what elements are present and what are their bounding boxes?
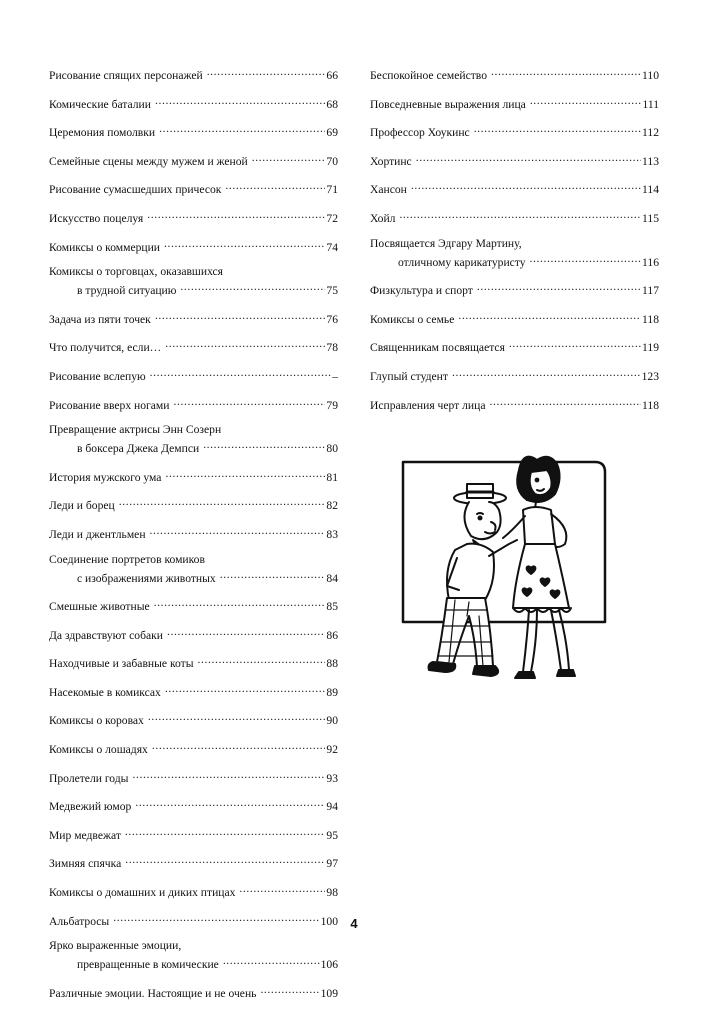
toc-entry	[49, 422, 338, 456]
toc-entry-page: 109	[320, 986, 338, 1000]
toc-entry-title: Мир медвежат	[49, 828, 121, 842]
toc-entry-page: 100	[320, 914, 338, 928]
toc-entry	[370, 394, 659, 413]
toc-entry-title: Комиксы о коровах	[49, 714, 144, 728]
toc-entry-title: Комиксы о лошадях	[49, 743, 148, 757]
dot-leader	[509, 336, 641, 351]
toc-entry-title: Да здравствуют собаки	[49, 628, 163, 642]
toc-entry-title: Задача из пяти точек	[49, 312, 151, 326]
toc-entry-page: 84	[326, 571, 338, 585]
toc-entry-title: в трудной ситуацию	[77, 284, 177, 298]
toc-entry	[370, 178, 659, 197]
toc-entry	[49, 178, 338, 197]
toc-entry-line	[370, 365, 659, 384]
toc-entry	[49, 64, 338, 83]
toc-right-column	[370, 64, 659, 422]
dot-leader	[530, 93, 642, 108]
toc-entry	[49, 595, 338, 614]
toc-entry	[49, 982, 338, 1001]
toc-entry-page: 80	[326, 442, 338, 456]
toc-entry-line	[49, 523, 338, 542]
toc-entry-title: Леди и борец	[49, 499, 115, 513]
toc-entry	[49, 552, 338, 586]
toc-entry-page: 106	[320, 958, 338, 972]
toc-entry	[49, 150, 338, 169]
toc-entry-page: 97	[326, 857, 338, 871]
dot-leader	[119, 494, 326, 509]
dot-leader	[159, 121, 325, 136]
toc-entry-page: 66	[326, 69, 338, 82]
toc-entry-page: 117	[642, 284, 659, 298]
toc-entry-page: 89	[326, 685, 338, 699]
toc-entry-line	[370, 336, 659, 355]
toc-entry-page: 114	[642, 183, 659, 197]
toc-entry-title: Глупый студент	[370, 369, 448, 383]
toc-entry-line	[370, 279, 659, 298]
toc-entry	[49, 824, 338, 843]
toc-entry-page: 118	[642, 398, 659, 412]
toc-entry-page: 111	[642, 97, 659, 111]
toc-entry-line	[49, 567, 338, 586]
toc-entry	[49, 652, 338, 671]
toc-entry-title: Хансон	[370, 183, 407, 197]
dot-leader	[416, 150, 641, 165]
toc-entry-line	[370, 64, 659, 83]
dot-leader	[155, 308, 326, 323]
toc-entry-page: 79	[326, 398, 338, 412]
toc-entry-line	[370, 207, 659, 226]
toc-entry-title: Повседневные выражения лица	[370, 97, 526, 111]
toc-entry-line	[370, 121, 659, 140]
toc-entry-line	[49, 394, 338, 413]
toc-entry	[49, 394, 338, 413]
toc-entry	[370, 279, 659, 298]
toc-entry-line	[49, 852, 338, 871]
dot-leader	[135, 795, 325, 810]
toc-entry	[370, 64, 659, 83]
dot-leader	[491, 64, 641, 79]
toc-entry-title: Искусство поцелуя	[49, 211, 144, 225]
toc-entry	[49, 494, 338, 513]
toc-entry-page: 110	[642, 69, 659, 82]
dot-leader	[148, 709, 326, 724]
toc-entry-line	[370, 308, 659, 327]
toc-entry-line	[370, 251, 659, 270]
toc-entry-line	[49, 953, 338, 972]
toc-entry	[370, 93, 659, 112]
dot-leader	[220, 567, 326, 582]
dot-leader	[260, 982, 319, 997]
toc-entry	[49, 938, 338, 972]
toc-entry-title: Пролетели годы	[49, 771, 129, 785]
toc-entry	[49, 709, 338, 728]
toc-entry-page: 88	[326, 657, 338, 671]
dot-leader	[474, 121, 641, 136]
dot-leader	[147, 207, 325, 222]
dot-leader	[477, 279, 641, 294]
toc-entry	[49, 767, 338, 786]
toc-entry	[49, 236, 338, 255]
toc-entry	[49, 93, 338, 112]
toc-entry-page: 86	[326, 628, 338, 642]
toc-entry-page: 115	[642, 211, 659, 225]
toc-entry-line	[49, 624, 338, 643]
dot-leader	[165, 466, 325, 481]
toc-entry-page: 92	[326, 743, 338, 757]
toc-entry	[49, 365, 338, 384]
toc-entry	[49, 336, 338, 355]
toc-entry-title: Хортинс	[370, 154, 412, 168]
toc-entry-page: 69	[326, 126, 338, 140]
dot-leader	[239, 881, 325, 896]
dot-leader	[150, 523, 326, 538]
toc-entry-title: Семейные сцены между мужем и женой	[49, 154, 248, 168]
toc-entry	[370, 207, 659, 226]
toc-entry-title: Исправления черт лица	[370, 398, 486, 412]
dot-leader	[399, 207, 641, 222]
toc-entry-line	[370, 394, 659, 413]
toc-entry-line	[49, 437, 338, 456]
toc-entry-line	[49, 279, 338, 298]
toc-entry-title: Леди и джентльмен	[49, 527, 146, 541]
toc-entry-page: 119	[642, 341, 659, 355]
toc-entry-title: Комиксы о семье	[370, 312, 455, 326]
toc-entry	[49, 121, 338, 140]
toc-entry-line	[49, 365, 338, 384]
toc-entry-title-first-line: Комиксы о торговцах, оказавшихся	[49, 265, 224, 279]
toc-entry-page: 78	[326, 341, 338, 355]
toc-entry-page: 90	[326, 714, 338, 728]
dot-leader	[490, 394, 642, 409]
toc-entry-page: 95	[326, 828, 338, 842]
toc-entry-title: Рисование сумасшедших причесок	[49, 183, 222, 197]
toc-entry-title: Комиксы о домашних и диких птицах	[49, 886, 236, 900]
toc-entry-page: 70	[326, 154, 338, 168]
toc-entry-line	[49, 982, 338, 1001]
toc-entry-line	[49, 652, 338, 671]
toc-entry-line	[49, 738, 338, 757]
toc-entry-line	[49, 595, 338, 614]
toc-entry-page: 68	[326, 97, 338, 111]
toc-entry-page: 118	[642, 312, 659, 326]
toc-entry-title-first-line: Превращение актрисы Энн Созерн	[49, 423, 222, 437]
toc-entry-title: История мужского ума	[49, 470, 162, 484]
toc-entry-title: Находчивые и забавные коты	[49, 657, 194, 671]
toc-entry-page: 112	[642, 126, 659, 140]
toc-entry	[370, 121, 659, 140]
toc-entry	[49, 681, 338, 700]
dot-leader	[198, 652, 326, 667]
toc-entry-title-first-line: Соединение портретов комиков	[49, 552, 205, 566]
toc-entry-page: 76	[326, 312, 338, 326]
toc-entry	[49, 795, 338, 814]
toc-entry-line	[49, 795, 338, 814]
cartoon-couple-illustration	[385, 440, 625, 695]
dot-leader	[173, 394, 325, 409]
toc-entry-title: Комические баталии	[49, 97, 151, 111]
dot-leader	[125, 852, 325, 867]
dot-leader	[167, 624, 325, 639]
dot-leader	[452, 365, 641, 380]
toc-entry-line	[49, 178, 338, 197]
toc-entry-page: 72	[326, 211, 338, 225]
toc-entry-title: Смешные животные	[49, 600, 150, 614]
toc-entry-title-first-line: Посвящается Эдгару Мартину,	[370, 236, 522, 250]
toc-entry-title: Физкультура и спорт	[370, 284, 473, 298]
toc-entry-line	[49, 709, 338, 728]
dot-leader	[458, 308, 641, 323]
toc-entry-line	[49, 121, 338, 140]
toc-entry-page: 74	[326, 240, 338, 254]
dot-leader	[155, 93, 325, 108]
toc-entry	[49, 881, 338, 900]
toc-entry	[49, 466, 338, 485]
toc-entry-line	[370, 178, 659, 197]
toc-entry-page: 113	[642, 154, 659, 168]
toc-entry-line	[49, 150, 338, 169]
toc-entry	[370, 150, 659, 169]
dot-leader	[150, 365, 332, 380]
toc-entry-page: 98	[326, 886, 338, 900]
toc-entry-title: Профессор Хоукинс	[370, 126, 470, 140]
toc-entry-title: Зимняя спячка	[49, 857, 122, 871]
toc-entry	[49, 738, 338, 757]
toc-entry	[370, 365, 659, 384]
toc-entry-line	[49, 64, 338, 83]
toc-entry-title: Что получится, если…	[49, 341, 162, 355]
toc-left-column	[49, 64, 338, 1010]
toc-entry-line	[49, 336, 338, 355]
dot-leader	[203, 437, 325, 452]
dot-leader	[225, 178, 325, 193]
toc-entry	[370, 308, 659, 327]
toc-entry-title: превращенные в комические	[77, 958, 219, 972]
dot-leader	[165, 336, 325, 351]
dot-leader	[530, 251, 642, 266]
toc-entry-title: Хойл	[370, 211, 396, 225]
toc-entry-title: Беспокойное семейство	[370, 69, 487, 82]
toc-entry-line	[49, 767, 338, 786]
toc-entry-line	[49, 308, 338, 327]
toc-entry-line	[49, 207, 338, 226]
toc-entry-title-first-line: Ярко выраженные эмоции,	[49, 939, 182, 953]
toc-entry-page: 93	[326, 771, 338, 785]
dot-leader	[125, 824, 325, 839]
toc-entry-line	[49, 824, 338, 843]
toc-entry-line	[49, 494, 338, 513]
toc-entry-line	[49, 93, 338, 112]
page-number: 4	[350, 916, 358, 931]
toc-entry-page: 81	[326, 470, 338, 484]
toc-entry-line	[49, 681, 338, 700]
dot-leader	[152, 738, 326, 753]
toc-entry-title: Рисование спящих персонажей	[49, 69, 203, 82]
toc-entry-page: 123	[641, 369, 659, 383]
toc-entry-page: 83	[326, 527, 338, 541]
toc-entry-title: Церемония помолвки	[49, 126, 156, 140]
toc-entry-title: отличному карикатуристу	[398, 255, 526, 269]
toc-entry-page: 116	[642, 255, 659, 269]
toc-entry	[49, 207, 338, 226]
toc-entry-title: Различные эмоции. Настоящие и не очень	[49, 986, 257, 1000]
toc-entry-title: Насекомые в комиксах	[49, 685, 161, 699]
dot-leader	[164, 236, 325, 251]
toc-entry-page: 94	[326, 800, 338, 814]
toc-entry-line	[49, 236, 338, 255]
toc-entry	[370, 236, 659, 270]
toc-entry-page: –	[332, 369, 338, 383]
dot-leader	[207, 64, 326, 79]
toc-entry	[49, 308, 338, 327]
dot-leader	[154, 595, 326, 610]
dot-leader	[132, 767, 325, 782]
toc-entry-line	[370, 93, 659, 112]
dot-leader	[252, 150, 326, 165]
toc-entry-title: Медвежий юмор	[49, 800, 132, 814]
toc-entry-page: 75	[326, 284, 338, 298]
toc-entry	[49, 624, 338, 643]
toc-entry-title: с изображениями животных	[77, 571, 216, 585]
dot-leader	[165, 681, 326, 696]
dot-leader	[180, 279, 325, 294]
toc-entry-title: Рисование вслепую	[49, 369, 146, 383]
toc-entry-line	[49, 881, 338, 900]
toc-entry	[49, 852, 338, 871]
toc-entry	[49, 523, 338, 542]
toc-entry	[49, 264, 338, 298]
toc-entry-line	[370, 150, 659, 169]
toc-entry-line	[49, 466, 338, 485]
toc-entry-title: Альбатросы	[49, 914, 110, 928]
toc-entry-title: Священникам посвящается	[370, 341, 505, 355]
toc-entry-page: 82	[326, 499, 338, 513]
toc-entry-title: в боксера Джека Демпси	[77, 442, 200, 456]
toc-entry-page: 85	[326, 600, 338, 614]
toc-entry-title: Комиксы о коммерции	[49, 240, 160, 254]
dot-leader	[411, 178, 641, 193]
toc-entry-title: Рисование вверх ногами	[49, 398, 170, 412]
toc-entry-page: 71	[326, 183, 338, 197]
dot-leader	[223, 953, 320, 968]
toc-entry	[370, 336, 659, 355]
